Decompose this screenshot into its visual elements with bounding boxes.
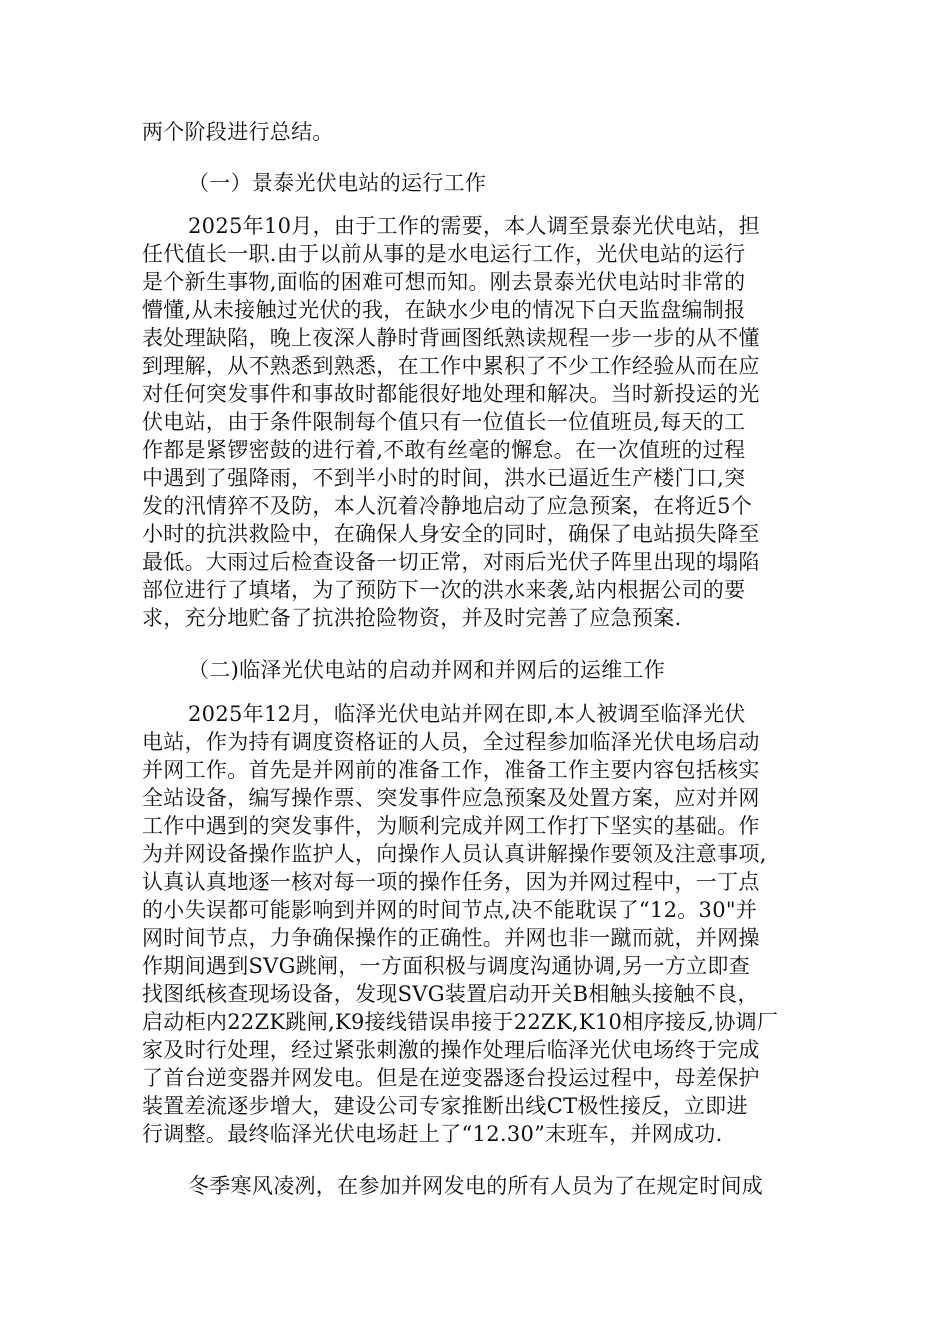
- text-line: 对任何突发事件和事故时都能很好地处理和解决。当时新投运的光: [142, 382, 760, 406]
- text-line: 工作中遇到的突发事件，为顺利完成并网工作打下坚实的基础。作: [142, 814, 760, 838]
- text-line: 全站设备，编写操作票、突发事件应急预案及处置方案，应对并网: [142, 786, 760, 810]
- text-line: 求，充分地贮备了抗洪抢险物资，并及时完善了应急预案.: [142, 606, 682, 630]
- text-line: 冬季寒风凌冽，在参加并网发电的所有人员为了在规定时间成: [188, 1174, 764, 1198]
- text-line: 并网工作。首先是并网前的准备工作，准备工作主要内容包括核实: [142, 758, 760, 782]
- text-line: 是个新生事物,面临的困难可想而知。刚去景泰光伏电站时非常的: [142, 270, 746, 294]
- text-line: 发的汛情猝不及防，本人沉着冷静地启动了应急预案，在将近5个: [142, 494, 753, 518]
- text-line: 懵懂,从未接触过光伏的我，在缺水少电的情况下白天监盘编制报: [142, 298, 746, 322]
- text-line: 作都是紧锣密鼓的进行着,不敢有丝毫的懈怠。在一次值班的过程: [142, 438, 746, 462]
- text-line: 启动柜内22ZK跳闸,K9接线错误串接于22ZK,K10相序接反,协调厂: [142, 1010, 779, 1034]
- text-line: 小时的抗洪救险中，在确保人身安全的同时，确保了电站损失降至: [142, 522, 760, 546]
- text-line: 认真认真地逐一核对每一项的操作任务，因为并网过程中，一丁点: [142, 870, 760, 894]
- text-line: 作期间遇到SVG跳闸，一方面积极与调度沟通协调,另一方立即查: [142, 954, 750, 978]
- text-line: 最低。大雨过后检查设备一切正常，对雨后光伏子阵里出现的塌陷: [142, 550, 760, 574]
- text-line: 部位进行了填堵，为了预防下一次的洪水来袭,站内根据公司的要: [142, 578, 746, 602]
- text-line: 为并网设备操作监护人，向操作人员认真讲解操作要领及注意事项,: [142, 842, 767, 866]
- text-line: 的小失误都可能影响到并网的时间节点,决不能耽误了“12。30"并: [142, 898, 758, 922]
- text-line: 了首台逆变器并网发电。但是在逆变器逐台投运过程中，母差保护: [142, 1066, 760, 1090]
- text-line: 2025年10月，由于工作的需要，本人调至景泰光伏电站，担: [188, 214, 760, 238]
- text-line: 行调整。最终临泽光伏电场赶上了“12.30”末班车，并网成功.: [142, 1122, 723, 1146]
- text-line: 伏电站，由于条件限制每个值只有一位值长一位值班员,每天的工: [142, 410, 746, 434]
- text-line: 2025年12月，临泽光伏电站并网在即,本人被调至临泽光伏: [188, 702, 746, 726]
- text-line: 装置差流逐步增大，建设公司专家推断出线CT极性接反，立即进: [142, 1094, 748, 1118]
- text-line: 电站，作为持有调度资格证的人员，全过程参加临泽光伏电场启动: [142, 730, 760, 754]
- text-line: 表处理缺陷，晚上夜深人静时背画图纸熟读规程一步一步的从不懂: [142, 326, 760, 350]
- section-heading-2: （二)临泽光伏电站的启动并网和并网后的运维工作: [188, 658, 666, 682]
- text-line: 两个阶段进行总结。: [142, 120, 334, 144]
- text-line: 网时间节点，力争确保操作的正确性。并网也非一蹴而就，并网操: [142, 926, 760, 950]
- section-heading-1: （一）景泰光伏电站的运行工作: [188, 171, 487, 195]
- text-line: 找图纸核查现场设备，发现SVG装置启动开关B相触头接触不良，: [142, 982, 759, 1006]
- text-line: 任代值长一职.由于以前从事的是水电运行工作，光伏电站的运行: [142, 242, 746, 266]
- text-line: 家及时行处理，经过紧张刺激的操作处理后临泽光伏电场终于完成: [142, 1038, 760, 1062]
- text-line: 中遇到了强降雨，不到半小时的时间，洪水已逼近生产楼门口,突: [142, 466, 746, 490]
- text-line: 到理解，从不熟悉到熟悉，在工作中累积了不少工作经验从而在应: [142, 354, 760, 378]
